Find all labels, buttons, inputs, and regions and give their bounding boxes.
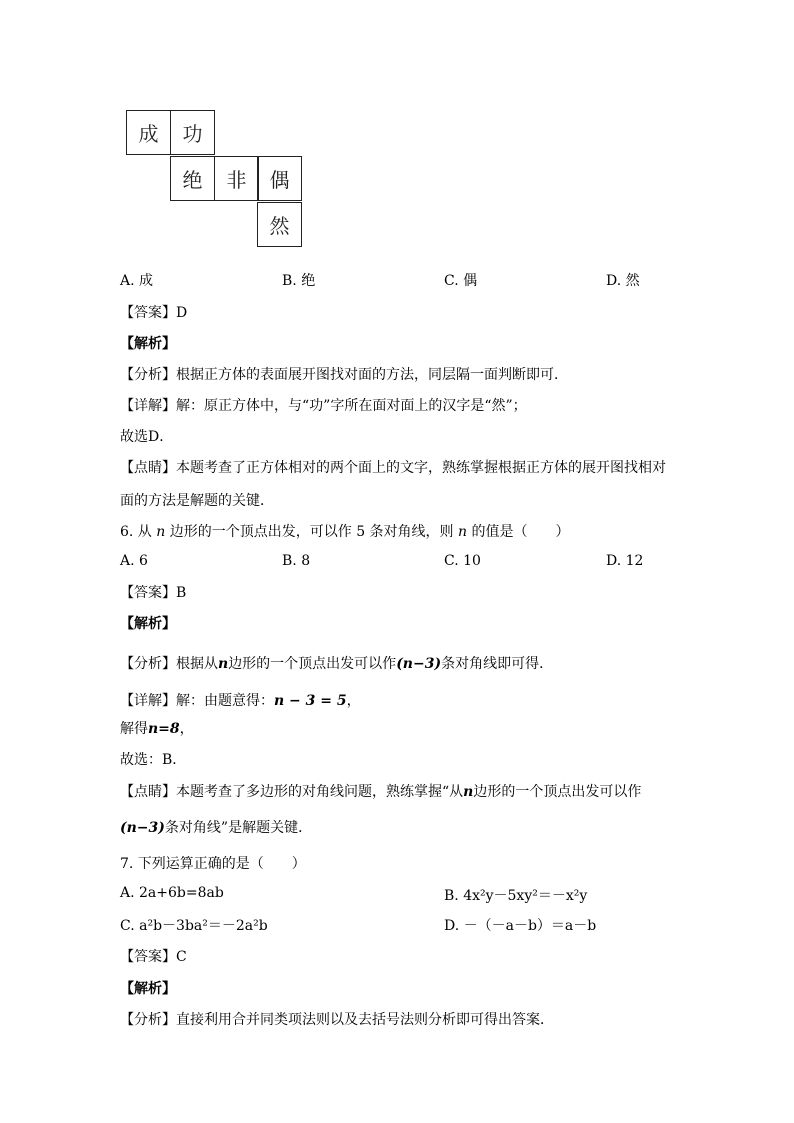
q6-stem-var2: n: [458, 524, 468, 540]
q5-dianjing-1: 【点睛】本题考查了正方体相对的两个面上的文字，熟练掌握根据正方体的展开图找相对: [120, 460, 666, 476]
q6-dianjing2-post: 条对角线”是解题关键．: [164, 820, 313, 836]
q5-answer: 【答案】D: [120, 305, 188, 321]
q7-analysis-title: 【解析】: [120, 981, 176, 997]
q6-dianjing-pre: 【点睛】本题考查了多边形的对角线问题，熟练掌握“从: [120, 784, 464, 800]
q6-jiede-expr: n=8: [148, 721, 180, 737]
q6-xiangjie-pre: 【详解】解：由题意得：: [120, 693, 274, 709]
cube-cell-5: 偶: [257, 156, 302, 201]
q6-xiangjie-post: ，: [346, 693, 361, 709]
cube-cell-4: 非: [214, 156, 259, 201]
q6-fenxi-pre: 【分析】根据从: [120, 656, 218, 672]
q7-option-c: C. a²b－3ba²＝－2a²b: [120, 918, 268, 934]
q6-jiede-post: ，: [179, 721, 194, 737]
q6-dianjing-n: n: [463, 784, 474, 800]
q6-guxuan: 故选：B．: [120, 752, 187, 768]
q5-option-c: C. 偶: [444, 273, 478, 289]
q5-fenxi: 【分析】根据正方体的表面展开图找对面的方法，同层隔一面判断即可．: [120, 367, 568, 383]
q5-dianjing-2: 面的方法是解题的关键．: [120, 493, 274, 509]
q6-stem-mid: 边形的一个顶点出发，可以作 5 条对角线，则: [165, 524, 459, 540]
q5-option-d: D. 然: [606, 273, 640, 289]
q6-analysis-title: 【解析】: [120, 616, 176, 632]
q6-fenxi-expr: (n−3): [396, 656, 442, 672]
q7-stem: 7. 下列运算正确的是（ ）: [120, 856, 306, 872]
q6-answer: 【答案】B: [120, 585, 187, 601]
q6-fenxi-post: 条对角线即可得．: [441, 656, 554, 672]
q6-option-c: C. 10: [444, 553, 481, 569]
q5-option-b: B. 绝: [282, 273, 316, 289]
q7-option-d: D. －（－a－b）＝a－b: [444, 918, 597, 934]
cube-cell-6: 然: [257, 202, 302, 247]
q5-analysis-title: 【解析】: [120, 336, 176, 352]
q6-fenxi-n: n: [218, 656, 229, 672]
q6-xiangjie: [120, 690, 361, 710]
q5-option-a: A. 成: [120, 273, 154, 289]
q6-fenxi: [120, 653, 553, 673]
cube-cell-2: 功: [170, 110, 215, 155]
q6-option-b: B. 8: [282, 553, 311, 569]
cube-cell-1: 成: [126, 110, 171, 155]
q5-xiangjie: 【详解】解：原正方体中，与“功”字所在面对面上的汉字是“然”；: [120, 398, 527, 414]
q6-xiangjie-expr: n − 3 = 5: [274, 693, 347, 709]
q6-dianjing2-expr: (n−3): [120, 820, 165, 836]
q7-option-b: B. 4x²y－5xy²＝－x²y: [444, 888, 588, 904]
cube-net: [126, 110, 302, 250]
q6-stem: [120, 521, 570, 541]
q6-dianjing-post: 边形的一个顶点出发可以作: [473, 784, 642, 800]
q6-stem-pre: 6. 从: [120, 524, 157, 540]
q6-option-d: D. 12: [606, 553, 644, 569]
q7-fenxi: 【分析】直接利用合并同类项法则以及去括号法则分析即可得出答案．: [120, 1012, 554, 1028]
q6-stem-var: n: [156, 524, 166, 540]
q6-option-a: A. 6: [120, 553, 148, 569]
q6-jiede: [120, 718, 194, 738]
q6-jiede-pre: 解得: [120, 721, 148, 737]
q5-guxuan: 故选D．: [120, 429, 174, 445]
cube-cell-3: 绝: [170, 156, 215, 201]
q6-dianjing-1: [120, 781, 641, 801]
q6-stem-post: 的值是（ ）: [467, 524, 570, 540]
q6-dianjing-2: [120, 817, 312, 837]
q7-option-a: A. 2a+6b=8ab: [120, 885, 224, 901]
q7-answer: 【答案】C: [120, 949, 187, 965]
q6-fenxi-mid: 边形的一个顶点出发可以作: [228, 656, 397, 672]
